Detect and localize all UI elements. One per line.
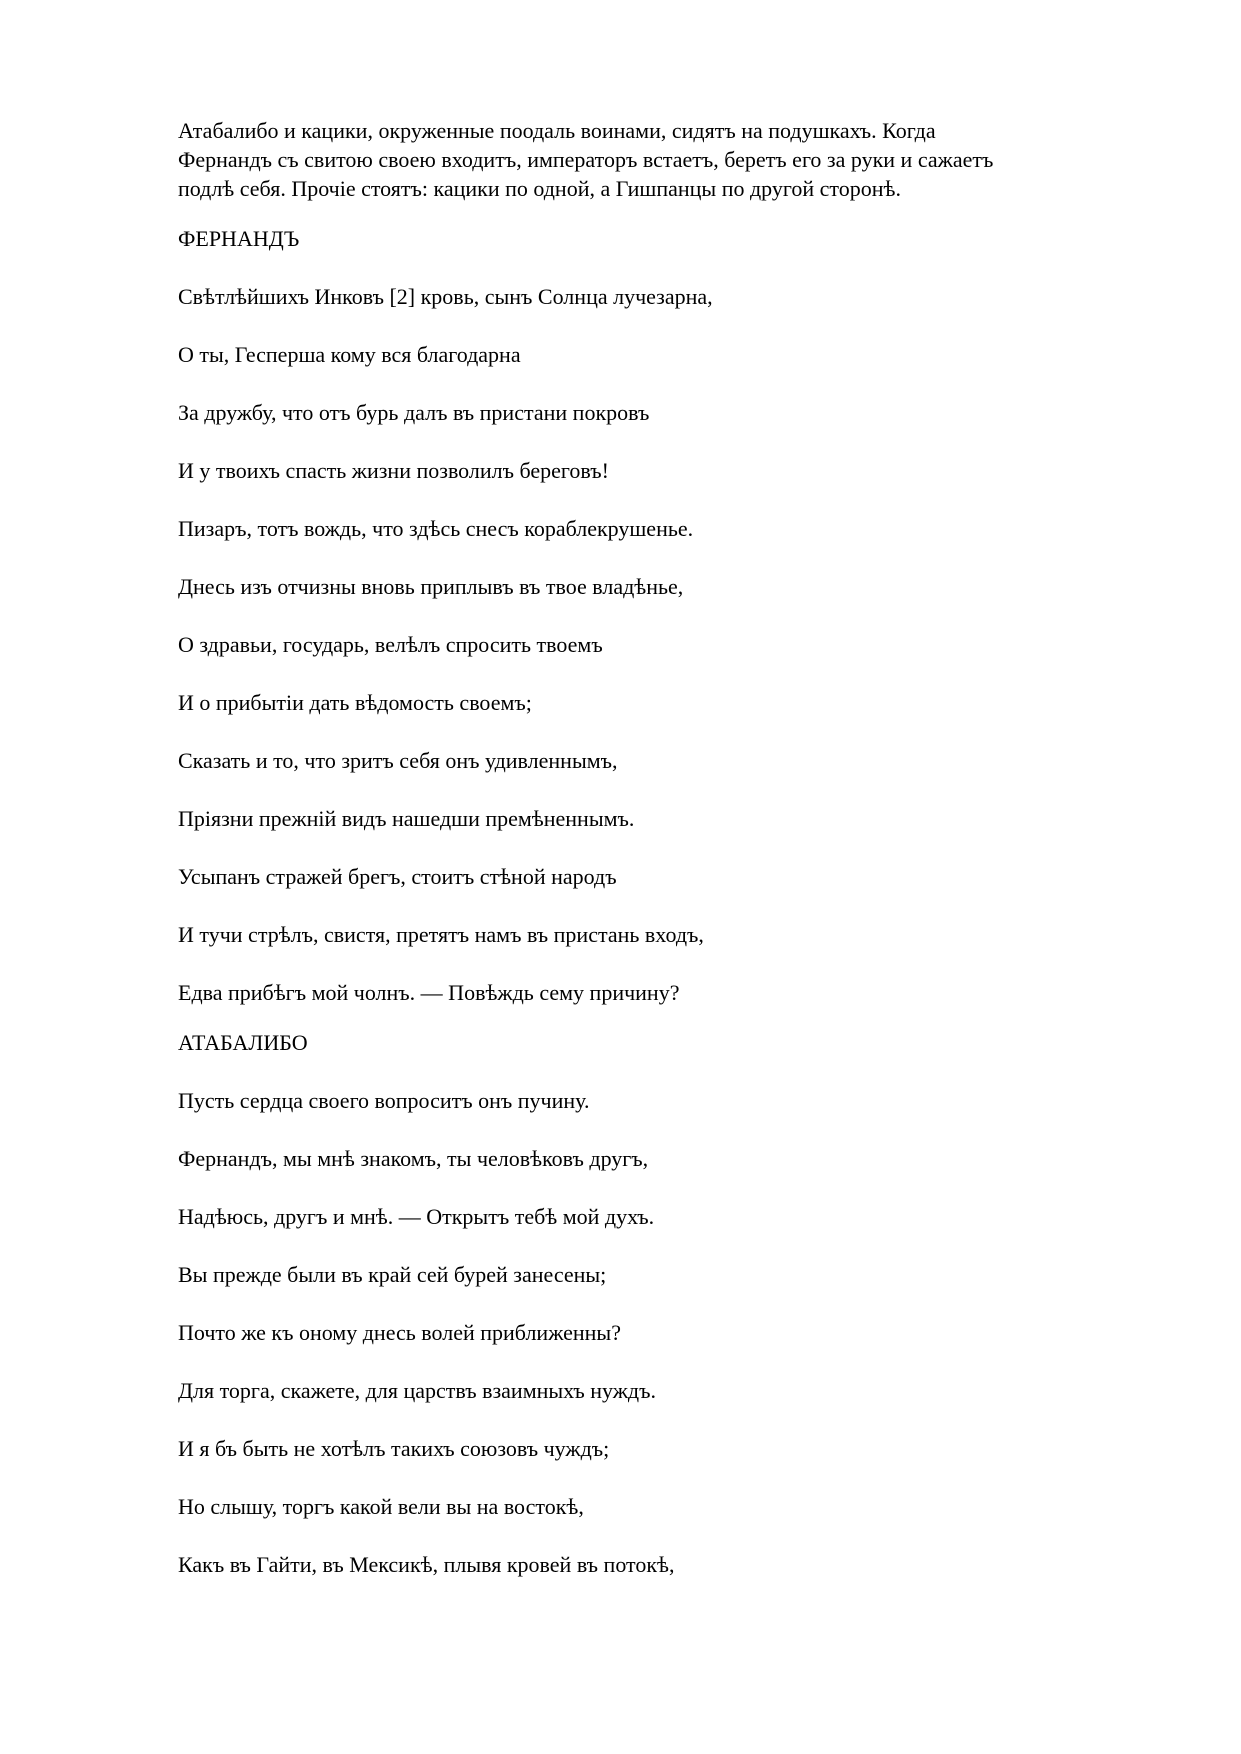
- stage-direction-line: Атабалибо и кацики, окруженные поодаль воинами, сидятъ на подушкахъ. Когда: [178, 118, 936, 143]
- verse-line: Какъ въ Гайти, въ Мексикѣ, плывя кровей въ потокѣ,: [178, 1552, 675, 1577]
- verse-line: Пріязни прежній видъ нашедши премѣненнымъ.: [178, 806, 635, 831]
- verse-line: Но слышу, торгъ какой вели вы на востокѣ,: [178, 1494, 584, 1519]
- speaker-name-fernand: ФЕРНАНДЪ: [178, 226, 300, 251]
- verse-line: Фернандъ, мы мнѣ знакомъ, ты человѣковъ другъ,: [178, 1146, 649, 1171]
- verse-line: За дружбу, что отъ бурь далъ въ пристани покровъ: [178, 400, 650, 425]
- verse-line: Усыпанъ стражей брегъ, стоитъ стѣной народъ: [178, 864, 617, 889]
- verse-line: И я бъ быть не хотѣлъ такихъ союзовъ чуждъ;: [178, 1436, 610, 1461]
- document-page: [178, 116, 1138, 1579]
- verse-line: О ты, Гесперша кому вся благодарна: [178, 342, 521, 367]
- verse-line: Днесь изъ отчизны вновь приплывъ въ твое владѣнье,: [178, 574, 684, 599]
- verse-line: Едва прибѣгъ мой чолнъ. — Повѣждь сему причину?: [178, 980, 680, 1005]
- speaker-name-atabalibo: АТАБАЛИБО: [178, 1030, 308, 1055]
- verse-line: Для торга, скажете, для царствъ взаимныхъ нуждъ.: [178, 1378, 656, 1403]
- verse-line: Пусть сердца своего вопроситъ онъ пучину.: [178, 1088, 590, 1113]
- verse-line: Почто же къ оному днесь волей приближенны?: [178, 1320, 621, 1345]
- speech-atabalibo: [178, 1057, 1138, 1579]
- verse-line: Сказать и то, что зритъ себя онъ удивленнымъ,: [178, 748, 618, 773]
- verse-line: Вы прежде были въ край сей бурей занесены;: [178, 1262, 607, 1287]
- speech-fernand: [178, 253, 1138, 1007]
- verse-line: Пизаръ, тотъ вождь, что здѣсь снесъ кораблекрушенье.: [178, 516, 694, 541]
- stage-direction-line: Фернандъ съ свитою своею входитъ, императоръ встаетъ, беретъ его за руки и сажаетъ: [178, 147, 994, 172]
- verse-line: О здравьи, государь, велѣлъ спросить твоемъ: [178, 632, 603, 657]
- verse-line: И о прибытіи дать вѣдомость своемъ;: [178, 690, 532, 715]
- verse-line: И тучи стрѣлъ, свистя, претятъ намъ въ пристань входъ,: [178, 922, 704, 947]
- stage-direction-line: подлѣ себя. Прочіе стоятъ: кацики по одной, а Гишпанцы по другой сторонѣ.: [178, 176, 901, 201]
- verse-line: Надѣюсь, другъ и мнѣ. — Открытъ тебѣ мой духъ.: [178, 1204, 655, 1229]
- verse-line: Свѣтлѣйшихъ Инковъ [2] кровь, сынъ Солнца лучезарна,: [178, 284, 713, 309]
- verse-line: И у твоихъ спасть жизни позволилъ береговъ!: [178, 458, 609, 483]
- stage-direction: [178, 116, 1138, 203]
